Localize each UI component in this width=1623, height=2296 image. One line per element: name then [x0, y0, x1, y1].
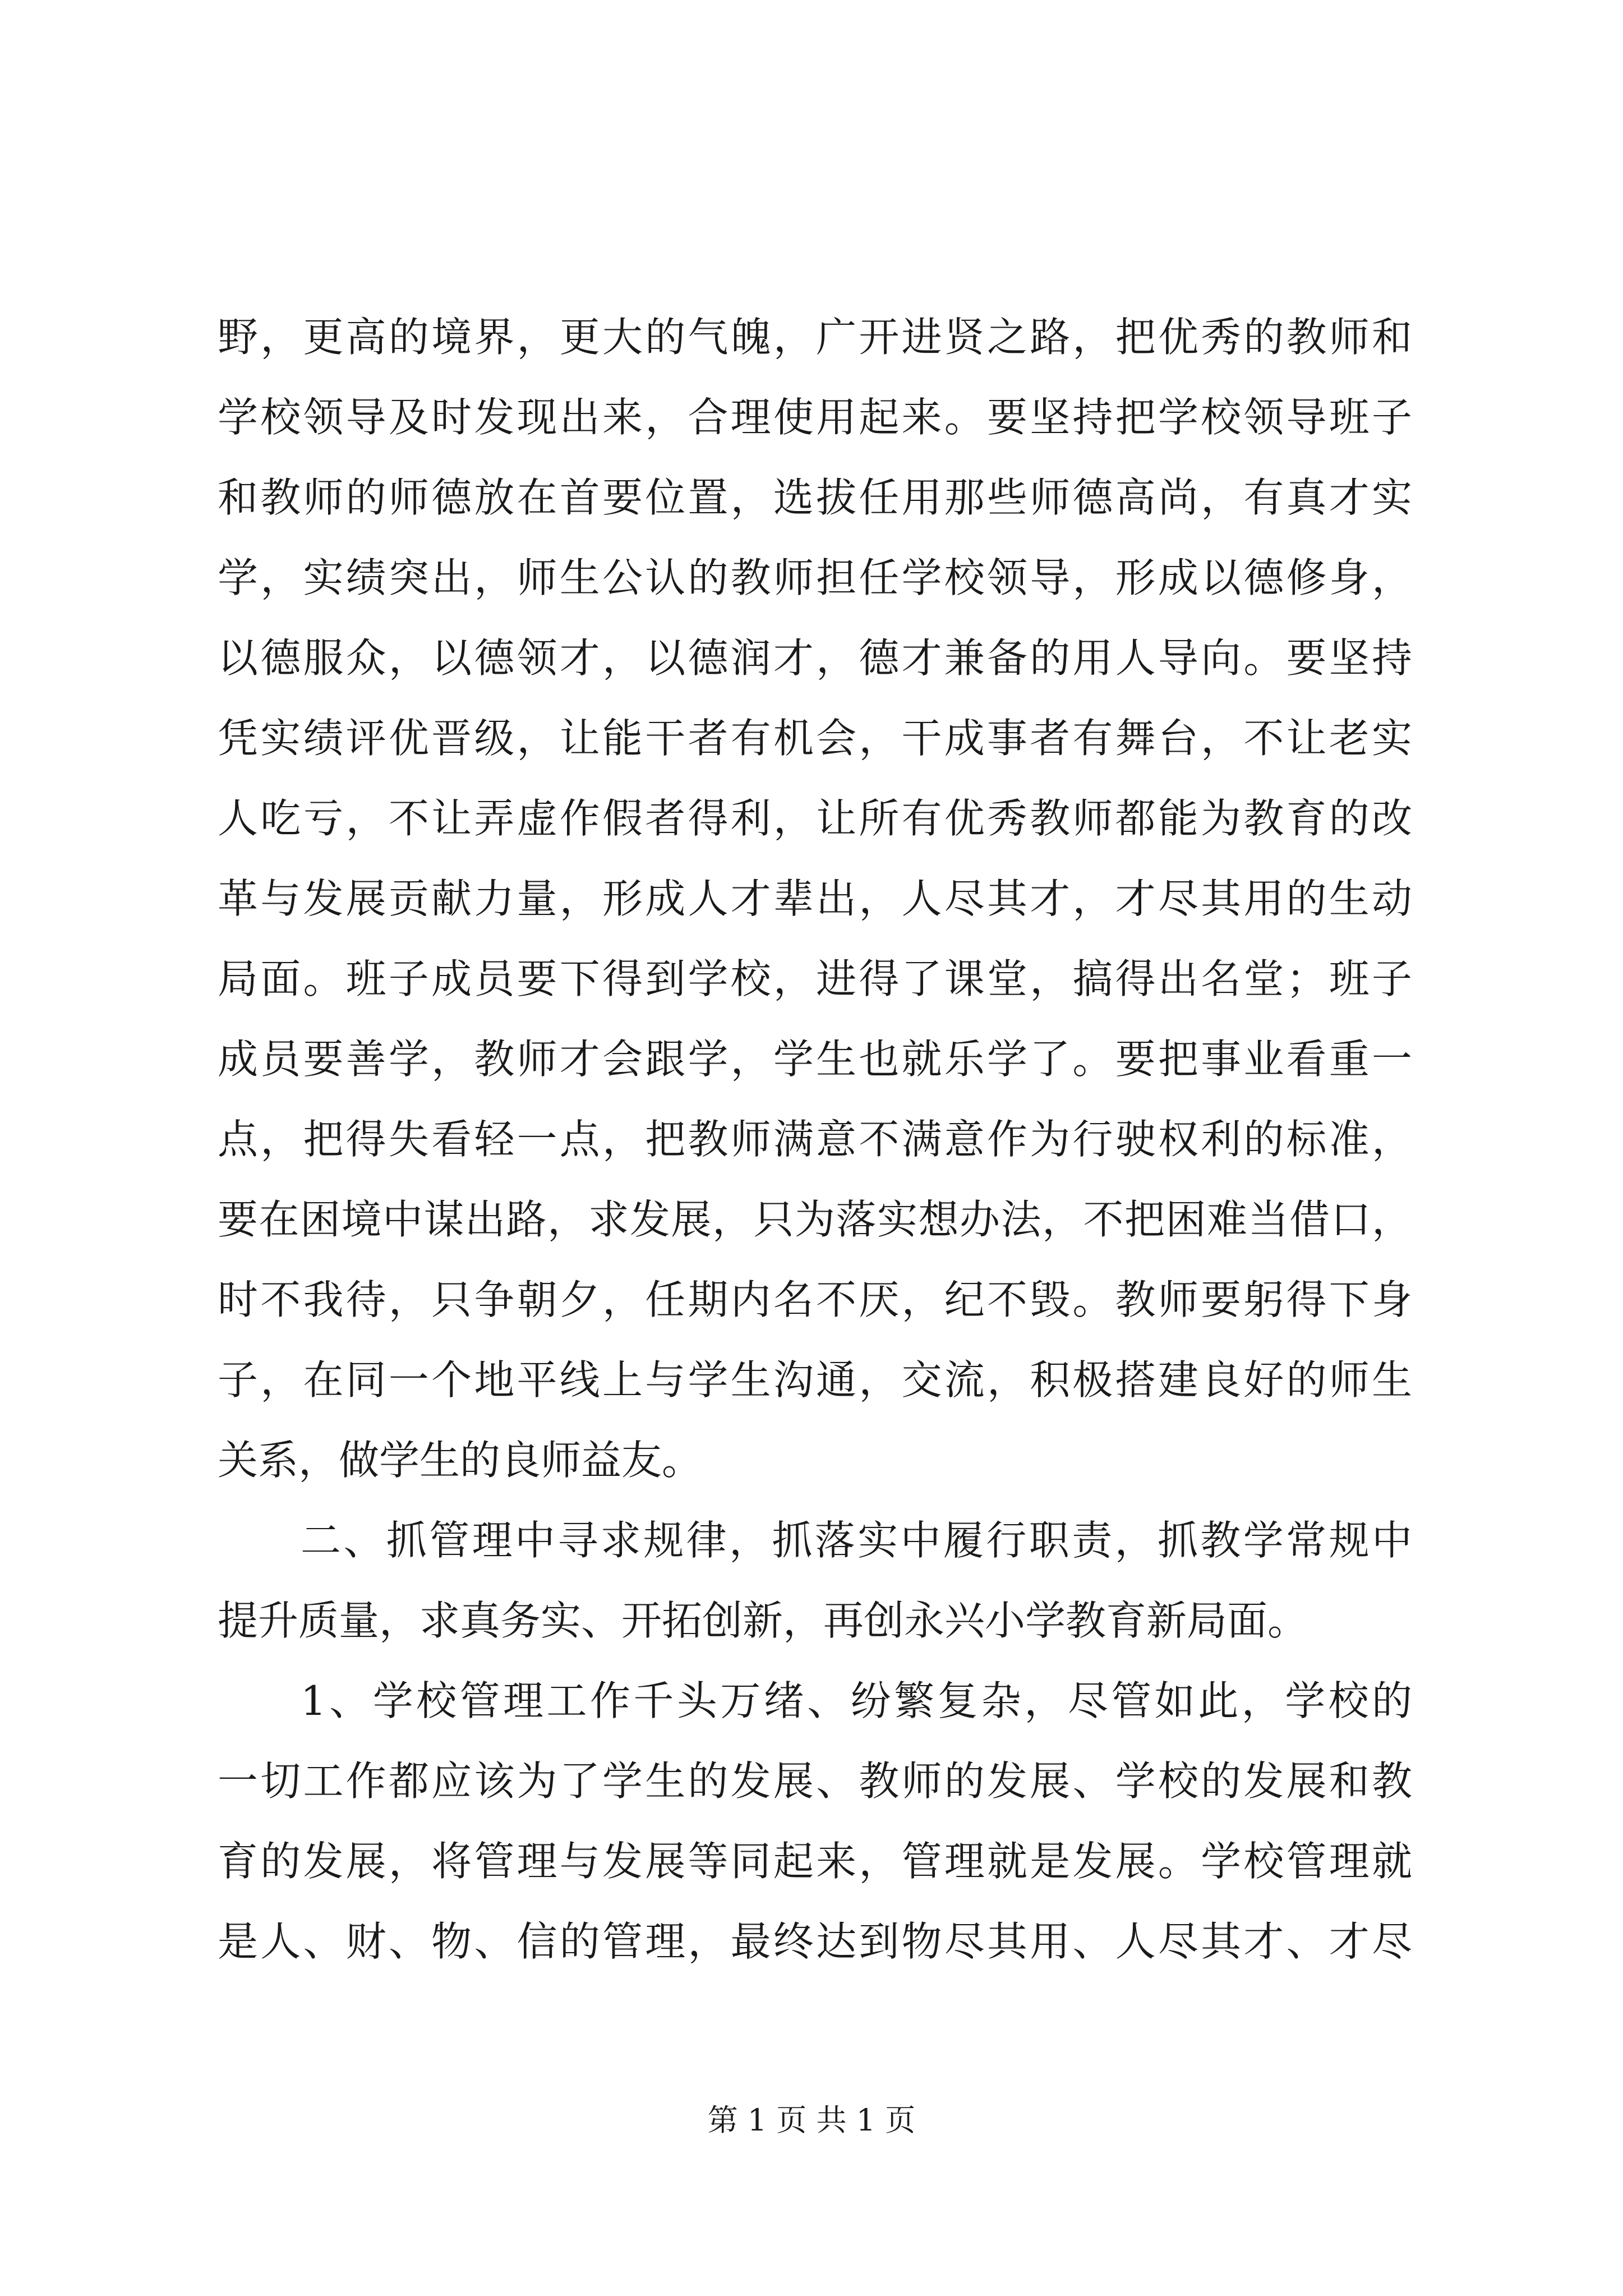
text-line: 要在困境中谋出路，求发展，只为落实想办法，不把困难当借口， — [218, 1196, 1412, 1243]
text-line: 育的发展，将管理与发展等同起来，管理就是发展。学校管理就 — [218, 1838, 1412, 1885]
text-line: 提升质量，求真务实、开拓创新，再创永兴小学教育新局面。 — [218, 1597, 1308, 1644]
text-line: 成员要善学，教师才会跟学，学生也就乐学了。要把事业看重一 — [218, 1036, 1412, 1083]
text-line: 点，把得失看轻一点，把教师满意不满意作为行驶权利的标准， — [218, 1116, 1412, 1163]
text-line: 关系，做学生的良师益友。 — [218, 1437, 703, 1484]
text-line: 是人、财、物、信的管理，最终达到物尽其用、人尽其才、才尽 — [218, 1918, 1412, 1965]
text-line: 和教师的师德放在首要位置，选拔任用那些师德高尚，有真才实 — [218, 474, 1412, 521]
text-line: 学校领导及时发现出来，合理使用起来。要坚持把学校领导班子 — [218, 394, 1412, 441]
text-line: 局面。班子成员要下得到学校，进得了课堂，搞得出名堂；班子 — [218, 955, 1412, 1002]
text-line: 学，实绩突出，师生公认的教师担任学校领导，形成以德修身， — [218, 554, 1412, 601]
text-line: 人吃亏，不让弄虚作假者得利，让所有优秀教师都能为教育的改 — [218, 795, 1412, 842]
text-line: 革与发展贡献力量，形成人才辈出，人尽其才，才尽其用的生动 — [218, 875, 1412, 922]
body-text — [218, 297, 1412, 1982]
page-number-label: 第 1 页 共 1 页 — [707, 2102, 916, 2138]
text-line: 子，在同一个地平线上与学生沟通，交流，积极搭建良好的师生 — [218, 1356, 1412, 1404]
page-footer — [0, 2098, 1623, 2143]
text-line: 凭实绩评优晋级，让能干者有机会，干成事者有舞台，不让老实 — [218, 715, 1412, 762]
text-line: 1、学校管理工作千头万绪、纷繁复杂，尽管如此，学校的 — [301, 1677, 1412, 1724]
text-line: 二、抓管理中寻求规律，抓落实中履行职责，抓教学常规中 — [301, 1517, 1412, 1564]
text-line: 时不我待，只争朝夕，任期内名不厌，纪不毁。教师要躬得下身 — [218, 1276, 1412, 1323]
text-line: 以德服众，以德领才，以德润才，德才兼备的用人导向。要坚持 — [218, 634, 1412, 682]
text-line: 一切工作都应该为了学生的发展、教师的发展、学校的发展和教 — [218, 1757, 1412, 1805]
text-line: 野，更高的境界，更大的气魄，广开进贤之路，把优秀的教师和 — [218, 314, 1412, 361]
